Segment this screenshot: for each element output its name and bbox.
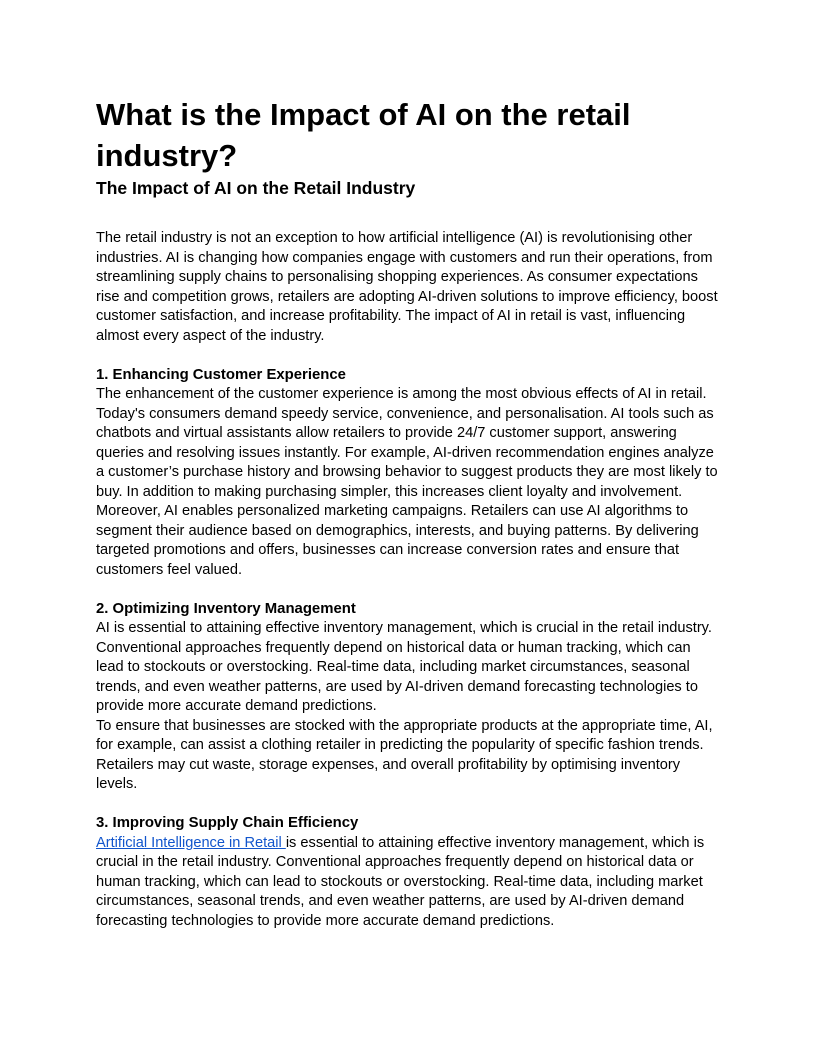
section-customer-experience <box>96 366 720 581</box>
document-page <box>96 94 720 931</box>
document-title: What is the Impact of AI on the retail industry? <box>96 97 631 173</box>
ai-in-retail-link[interactable]: Artificial Intelligence in Retail <box>96 834 286 851</box>
section-heading: 1. Enhancing Customer Experience <box>96 366 346 383</box>
section-paragraph: To ensure that businesses are stocked with the appropriate products at the appropriate time, AI, for example, can assist a clothing retailer in predicting the popularity of specific fashion trends. Retailers may cut waste, storage expenses, and overall profitability by optimising inventory levels. <box>96 717 713 792</box>
section-inventory-management <box>96 600 720 795</box>
link-followup-text: is essential to attaining effective inventory management, which is crucial in the retail industry. Conventional approaches frequently depend on historical data or human tracking, which can lead to stockouts or overstocking. Real-time data, including market circumstances, seasonal trends, and even weather patterns, are used by AI-driven demand forecasting technologies to provide more accurate demand predictions. <box>96 834 705 929</box>
intro-paragraph: The retail industry is not an exception to how artificial intelligence (AI) is revolutionising other industries. AI is changing how companies engage with customers and run their operations, from streamlining supply chains to personalising shopping experiences. As consumer expectations rise and competition grows, retailers are adopting AI-driven solutions to improve efficiency, boost customer satisfaction, and increase profitability. The impact of AI in retail is vast, influencing almost every aspect of the industry. <box>96 230 718 344</box>
section-heading: 2. Optimizing Inventory Management <box>96 600 356 617</box>
section-paragraph: AI is essential to attaining effective inventory management, which is crucial in the retail industry. Conventional approaches frequently depend on historical data or human tracking, which can lead to stockouts or overstocking. Real-time data, including market circumstances, seasonal trends, and even weather patterns, are used by AI-driven demand forecasting technologies to provide more accurate demand predictions. <box>96 620 712 714</box>
section-paragraph: The enhancement of the customer experience is among the most obvious effects of AI in retail. Today's consumers demand speedy service, convenience, and personalisation. AI tools such as chatbots and virtual assistants allow retailers to provide 24/7 customer support, answering queries and resolving issues instantly. For example, AI-driven recommendation engines analyze a customer’s purchase history and browsing behavior to suggest products they are most likely to buy. In addition to making purchasing simpler, this increases client loyalty and involvement. Moreover, AI enables personalized marketing campaigns. Retailers can use AI algorithms to segment their audience based on demographics, interests, and buying patterns. By delivering targeted promotions and offers, businesses can increase conversion rates and ensure that customers feel valued. <box>96 386 718 578</box>
section-paragraph <box>96 834 720 932</box>
section-heading: 3. Improving Supply Chain Efficiency <box>96 815 359 831</box>
section-supply-chain <box>96 814 720 931</box>
document-subtitle: The Impact of AI on the Retail Industry <box>96 178 416 198</box>
